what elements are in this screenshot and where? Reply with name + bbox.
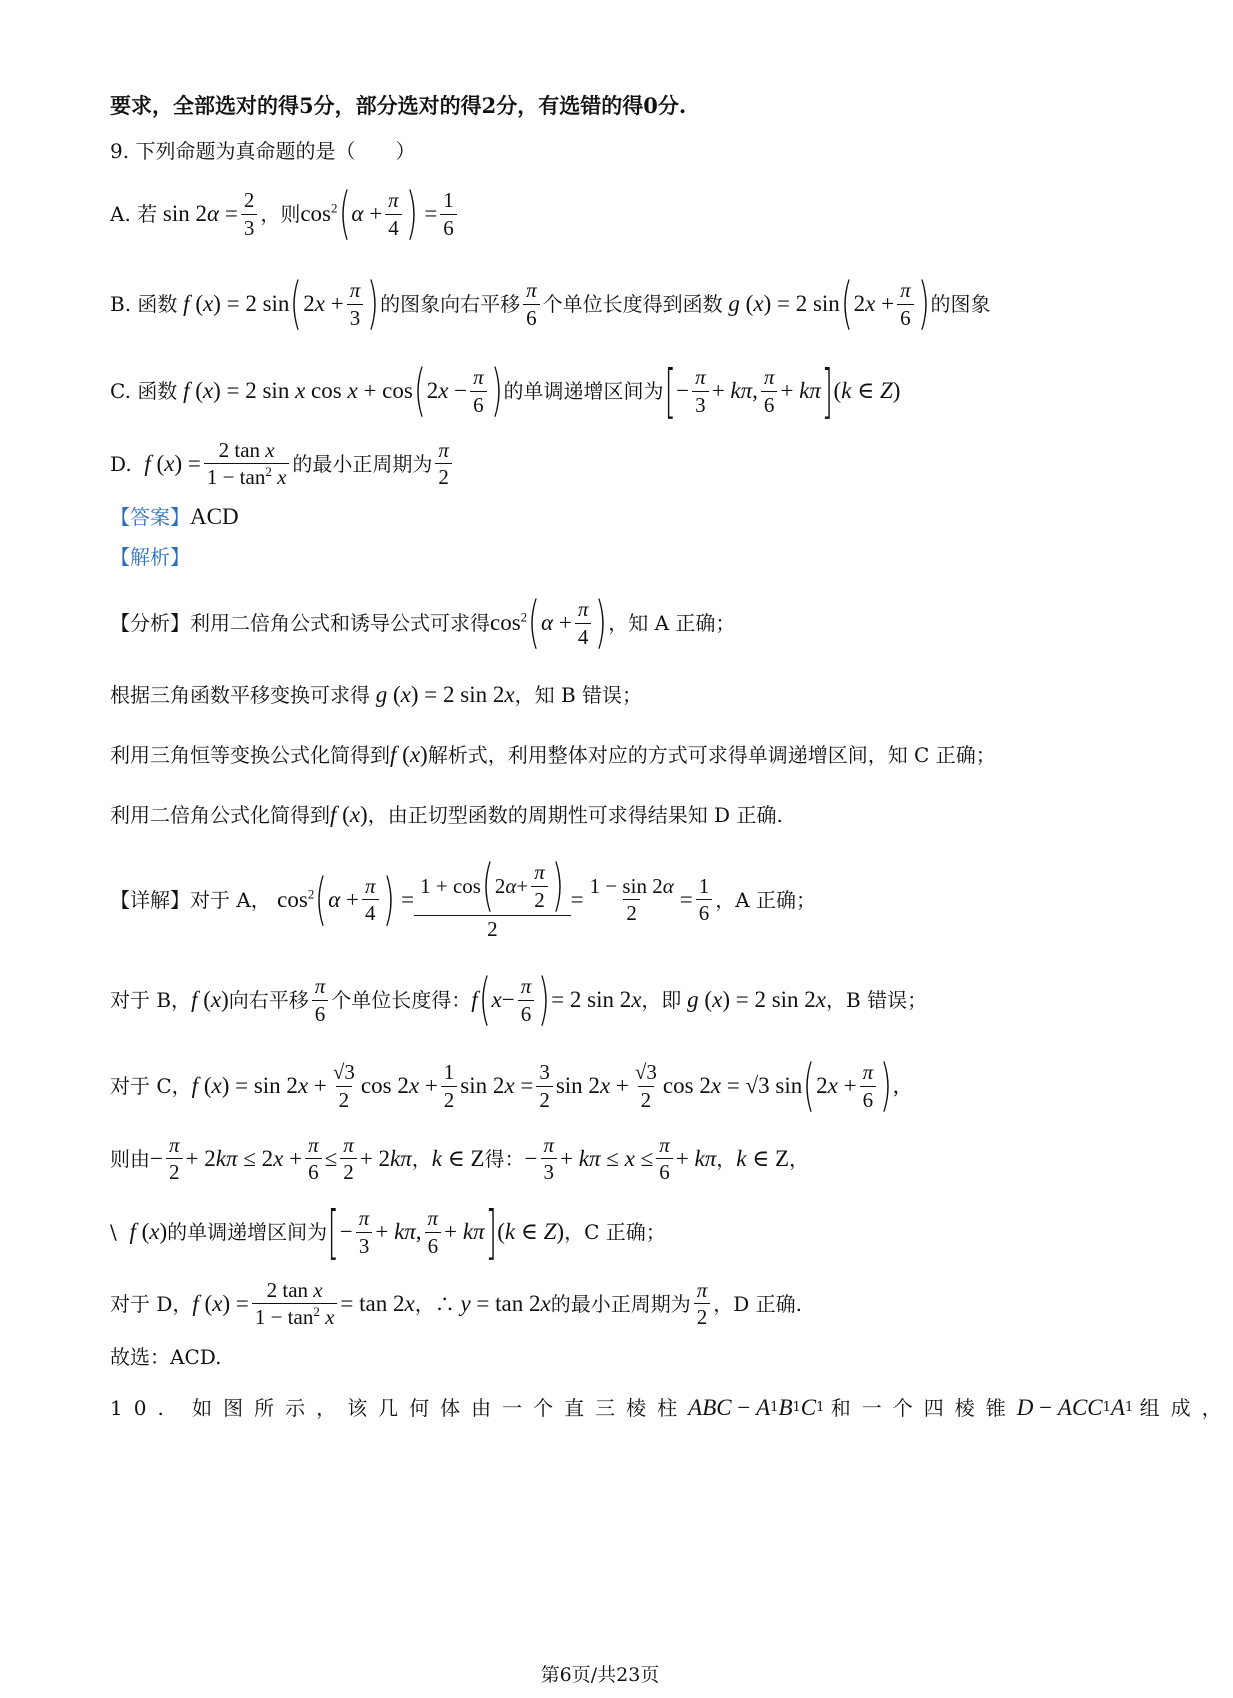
q9-option-a: A. 若 sin 2α = $\frac{2}{3}$ ，则 $\cos^2$ ( α + $\frac{\pi}{4}$ ) = $\frac{1}{6}$ <box>110 186 1140 242</box>
page-footer: 第6页/共23页 <box>540 1664 660 1686</box>
detail-c3-pre: \ <box>110 1220 117 1244</box>
frac: $\frac{\pi}{3}$ <box>692 365 709 416</box>
frac: $\frac{1}{2}$ <box>441 1060 458 1111</box>
option-a-label: A. <box>110 202 131 226</box>
q10-stem: 10. 如图所示，该几何体由一个直三棱柱 ABC − A 1 B 1 C 1 和一个四棱锥 D − ACC 1 A 1 组成， <box>110 1395 1233 1420</box>
frac: $\frac{\pi}{6}$ <box>761 365 778 416</box>
q9-option-d: D. f (x) = $\frac{\text{2 tan x}}{1 - \tan^2 x}$ 的最小正周期为 $\frac{\pi}{2}$ <box>110 438 1140 489</box>
frac: $\frac{\pi}{6}$ <box>860 1060 877 1111</box>
choose-text: 故选：ACD. <box>110 1345 222 1369</box>
detail-c-1: 对于 C， f (x) = sin 2x + $\frac{√3}{2}$ cos 2x + $\frac{1}{2}$ sin 2x = $\frac{3}{2}$ sin 2x + $\frac{√3}{2}$ cos 2x = √3 sin ( 2x + $\frac{\pi}{6}$ ) , <box>110 1053 899 1118</box>
option-c-text2: 的单调递增区间为 <box>503 379 664 403</box>
q10-text1: 10. 如图所示，该几何体由一个直三棱柱 <box>110 1395 689 1420</box>
q9-stem-text: 9. 下列命题为真命题的是（ ） <box>110 139 416 163</box>
option-d-text1: 的最小正周期为 <box>292 451 433 476</box>
detail-d-pre: 对于 D， <box>110 1291 193 1316</box>
detail-c3-end: ，C 正确； <box>564 1220 666 1244</box>
detail-c2-mid2: 得： <box>484 1146 525 1171</box>
detail-d-end: ，D 正确. <box>713 1291 802 1316</box>
analysis-line <box>110 544 1140 570</box>
fenxi-line-3: 利用三角恒等变换公式化简得到 f (x) 解析式，利用整体对应的方式可求得单调递增区间，知 C 正确； <box>110 742 996 767</box>
frac: $\frac{\pi}{6}$ <box>470 365 487 416</box>
frac: $\frac{\pi}{6}$ <box>312 974 329 1025</box>
option-a-text1: 若 <box>137 202 158 226</box>
option-c-label: C. <box>110 379 131 403</box>
frac: $\frac{\pi}{6}$ <box>518 974 535 1025</box>
detail-c2-sep: ， <box>716 1146 737 1171</box>
frac: $\frac{1}{6}$ <box>696 874 713 925</box>
frac: $\frac{\text{2 tan x}}{1 - \tan^2 x}$ <box>204 438 290 489</box>
frac: $\frac{2}{3}$ <box>241 188 258 239</box>
detail-a-pre: 对于 A， <box>190 887 271 912</box>
q10-text3: 组成， <box>1139 1395 1233 1420</box>
option-b-label: B. <box>110 292 132 316</box>
fenxi-line1-end: ，知 A 正确； <box>608 611 736 635</box>
frac: $\frac{\pi}{3}$ <box>541 1133 558 1184</box>
frac: $\frac{\pi}{3}$ <box>356 1206 373 1257</box>
detail-c2-mid: ， <box>411 1146 432 1171</box>
option-b-text3: 个单位长度得到函数 <box>542 292 723 316</box>
detail-b: 对于 B， f (x) 向右平移 $\frac{\pi}{6}$ 个单位长度得： f ( x − $\frac{\pi}{6}$ ) = 2 sin 2x ，即 g (x) = 2 sin 2x ，B 错误； <box>110 967 928 1032</box>
option-a-text2: ，则 <box>260 202 301 226</box>
fenxi-line4a: 利用二倍角公式化简得到 <box>110 802 330 827</box>
fenxi-line-1: 【分析】 利用二倍角公式和诱导公式可求得 $\cos^2$ ( α + $\frac{\pi}{4}$ ) ，知 A 正确； <box>110 590 736 655</box>
fenxi-line4b: ，由正切型函数的周期性可求得结果知 D 正确. <box>367 802 783 827</box>
frac: $\frac{1 - \sin 2\alpha}{2}$ <box>589 873 674 926</box>
detail-a-end: ，A 正确； <box>715 887 817 912</box>
detail-c-2: 则由 − $\frac{\pi}{2}$ + 2kπ ≤ 2x + $\frac{\pi}{6}$ ≤ $\frac{\pi}{2}$ + 2kπ ， k ∈ Z 得： − $\frac{\pi}{3}$ + kπ ≤ x ≤ $\frac{\pi}{6}$ + kπ ， k ∈ Z ， <box>110 1133 810 1185</box>
detail-b-end: ，B 错误； <box>826 988 928 1012</box>
frac: $\frac{√3}{2}$ <box>634 1060 657 1112</box>
detail-c2-end: ， <box>789 1146 810 1171</box>
fenxi-line1-text: 利用二倍角公式和诱导公式可求得 <box>190 611 490 635</box>
answer-line <box>110 502 1140 532</box>
q9-option-b: B. 函数 f (x) = 2 sin ( 2x + $\frac{\pi}{3}$ ) 的图象向右平移 $\frac{\pi}{6}$ 个单位长度得到函数 g (x) = 2 sin ( 2x + $\frac{\pi}{6}$ ) 的图象 <box>110 271 991 336</box>
frac: $\frac{\pi}{4}$ <box>575 597 592 648</box>
option-b-text2: 的图象向右平移 <box>380 292 521 316</box>
fenxi-line3b: 解析式，利用整体对应的方式可求得单调递增区间，知 C 正确； <box>427 742 996 767</box>
option-c-text1: 函数 <box>137 379 178 403</box>
frac: $\frac{\pi}{6}$ <box>656 1133 673 1184</box>
frac: $\frac{\pi}{2}$ <box>166 1133 183 1184</box>
detail-b-mid3: ，即 <box>641 988 682 1012</box>
frac: $\frac{\pi}{6}$ <box>523 278 540 329</box>
header-requirement-text: 要求，全部选对的得5分，部分选对的得2分，有选错的得0分. <box>110 93 687 118</box>
fenxi-tag: 【分析】 <box>110 611 190 635</box>
frac: $\frac{\pi}{6}$ <box>305 1133 322 1184</box>
header-requirement <box>110 92 1140 119</box>
frac: $\frac{\text{2 tan x}}{1 - \tan^2 x}$ <box>252 1278 338 1329</box>
frac: $\frac{\pi}{4}$ <box>362 874 379 925</box>
frac: $\frac{3}{2}$ <box>536 1060 553 1111</box>
frac: $\frac{√3}{2}$ <box>332 1060 355 1112</box>
frac: $\frac{\pi}{3}$ <box>347 278 364 329</box>
detail-c-3: \ f (x) 的单调递增区间为 [ − $\frac{\pi}{3}$ + kπ, $\frac{\pi}{6}$ + kπ ] (k ∈ Z) ，C 正确； <box>110 1198 666 1266</box>
q9-option-c: C. 函数 f (x) = 2 sin x cos x + cos ( 2x − $\frac{\pi}{6}$ ) 的单调递增区间为 [ − $\frac{\pi}{3}$ + kπ, $\frac{\pi}{6}$ + kπ ] (k ∈ Z) <box>110 357 901 425</box>
fenxi-line2-text: 根据三角函数平移变换可求得 <box>110 682 370 707</box>
option-d-label: D. <box>110 451 132 476</box>
detail-d-mid2: 的最小正周期为 <box>550 1291 691 1316</box>
q9-stem <box>110 138 1140 164</box>
detail-b-pre: 对于 B， <box>110 988 192 1012</box>
option-b-text1: 函数 <box>137 292 178 316</box>
detail-b-mid: 向右平移 <box>228 988 309 1012</box>
analysis-tag: 【解析】 <box>110 545 190 569</box>
detail-tag: 【详解】 <box>110 887 190 912</box>
frac: $\frac{\pi}{2}$ <box>435 438 452 489</box>
detail-d: 对于 D， f (x) = $\frac{\text{2 tan x}}{1 - \tan^2 x}$ = tan 2x ，∴ y = tan 2x 的最小正周期为 $\frac{\pi}{2}$ ，D 正确. <box>110 1278 802 1330</box>
frac: $\frac{1}{6}$ <box>440 188 457 239</box>
fenxi-line2-end: ，知 B 错误； <box>514 682 643 707</box>
fenxi-line-4: 利用二倍角公式化简得到 f (x) ，由正切型函数的周期性可求得结果知 D 正确. <box>110 802 783 827</box>
detail-d-mid: ，∴ <box>414 1291 455 1316</box>
frac: $\frac{\pi}{2}$ <box>340 1133 357 1184</box>
frac: $\frac{\pi}{2}$ <box>694 1278 711 1329</box>
fenxi-line-2: 根据三角函数平移变换可求得 g (x) = 2 sin 2x ，知 B 错误； <box>110 682 643 707</box>
detail-c3-mid: 的单调递增区间为 <box>167 1220 328 1244</box>
frac: 1 + cos ( 2 α + $\frac{\pi}{2}$ ) 2 <box>417 858 567 941</box>
fenxi-line3a: 利用三角恒等变换公式化简得到 <box>110 742 390 767</box>
choose-line <box>110 1344 1140 1370</box>
detail-c-pre: 对于 C， <box>110 1074 192 1098</box>
frac: $\frac{\pi}{4}$ <box>385 188 402 239</box>
answer-value: ACD <box>190 504 239 529</box>
answer-tag: 【答案】 <box>110 504 190 529</box>
detail-a: 【详解】 对于 A， $\cos^2$ ( α + $\frac{\pi}{4}$ ) = 1 + cos ( 2 α + $\frac{\pi}{2}$ ) 2 = $\frac{1 - \sin 2\alpha}{2}$ = $\frac{1}{6}$ ，A 正确； <box>110 853 817 941</box>
q10-text2: 和一个四棱锥 <box>830 1395 1017 1420</box>
detail-c2-pre: 则由 <box>110 1146 150 1171</box>
frac: $\frac{\pi}{6}$ <box>425 1206 442 1257</box>
frac: $\frac{\pi}{6}$ <box>897 278 914 329</box>
option-b-text4: 的图象 <box>930 292 991 316</box>
detail-b-mid2: 个单位长度得： <box>331 988 472 1012</box>
